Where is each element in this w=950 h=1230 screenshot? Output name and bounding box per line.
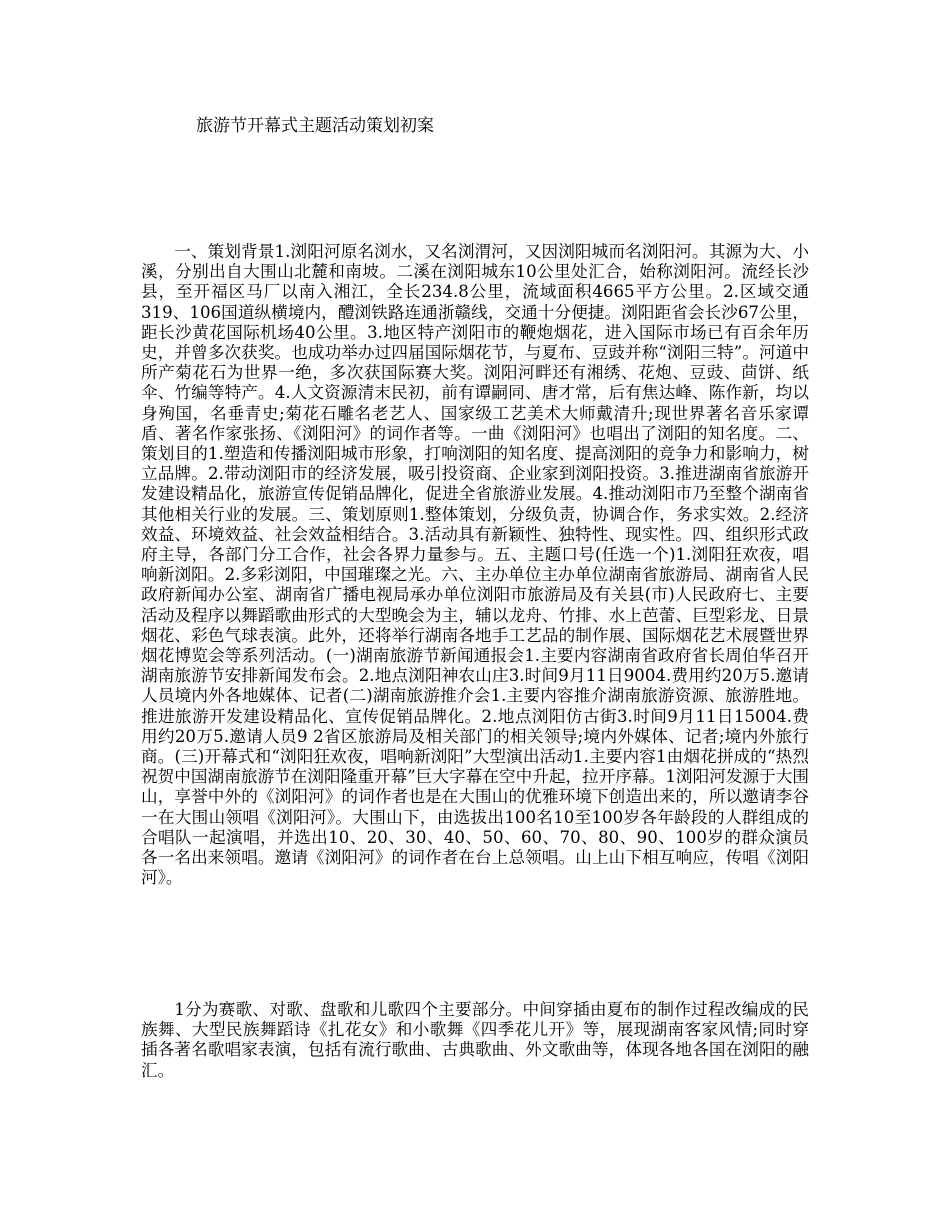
- body-paragraph-2: 1分为赛歌、对歌、盘歌和儿歌四个主要部分。中间穿插由夏布的制作过程改编成的民族舞、大型民族舞蹈诗《扎花女》和小歌舞《四季花儿开》等，展现湖南客家风情;同时穿插各著名歌唱家表演，包括有流行歌曲、古典歌曲、外文歌曲等，体现各地各国在浏阳的融汇。: [141, 1000, 809, 1080]
- document-title: 旅游节开幕式主题活动策划初案: [196, 116, 434, 136]
- body-paragraph-1: 一、策划背景1.浏阳河原名浏水，又名浏渭河，又因浏阳城而名浏阳河。其源为大、小溪，分别出自大围山北麓和南坡。二溪在浏阳城东10公里处汇合，始称浏阳河。流经长沙县，至开福区马厂以南入湘江，全长234.8公里，流域面积4665平方公里。2.区域交通319、106国道纵横境内，醴浏铁路连通浙赣线，交通十分便捷。浏阳距省会长沙67公里，距长沙黄花国际机场40公里。3.地区特产浏阳市的鞭炮烟花，进入国际市场已有百余年历史，并曾多次获奖。也成功举办过四届国际烟花节，与夏布、豆豉并称“浏阳三特”。河道中所产菊花石为世界一绝，多次获国际赛大奖。浏阳河畔还有湘绣、花炮、豆豉、茴饼、纸伞、竹编等特产。4.人文资源清末民初，前有谭嗣同、唐才常，后有焦达峰、陈作新，均以身殉国，名垂青史;菊花石雕名老艺人、国家级工艺美术大师戴清升;现世界著名音乐家谭盾、著名作家张扬、《浏阳河》的词作者等。一曲《浏阳河》也唱出了浏阳的知名度。二、策划目的1.塑造和传播浏阳城市形象，打响浏阳的知名度、提高浏阳的竞争力和影响力，树立品牌。2.带动浏阳市的经济发展，吸引投资商、企业家到浏阳投资。3.推进湖南省旅游开发建设精品化，旅游宣传促销品牌化，促进全省旅游业发展。4.推动浏阳市乃至整个湖南省其他相关行业的发展。三、策划原则1.整体策划，分级负责，协调合作，务求实效。2.经济效益、环境效益、社会效益相结合。3.活动具有新颖性、独特性、现实性。四、组织形式政府主导，各部门分工合作，社会各界力量参与。五、主题口号(任选一个)1.浏阳狂欢夜，唱响新浏阳。2.多彩浏阳，中国璀璨之光。六、主办单位主办单位湖南省旅游局、湖南省人民政府新闻办公室、湖南省广播电视局承办单位浏阳市旅游局及有关县(市)人民政府七、主要活动及程序以舞蹈歌曲形式的大型晚会为主，辅以龙舟、竹排、水上芭蕾、巨型彩龙、日景烟花、彩色气球表演。此外，还将举行湖南各地手工艺品的制作展、国际烟花艺术展暨世界烟花博览会等系列活动。(一)湖南旅游节新闻通报会1.主要内容湖南省政府省长周伯华召开湖南旅游节安排新闻发布会。2.地点浏阳神农山庄3.时间9月11日9004.费用约20万5.邀请人员境内外各地媒体、记者(二)湖南旅游推介会1.主要内容推介湖南旅游资源、旅游胜地。推进旅游开发建设精品化、宣传促销品牌化。2.地点浏阳仿古街3.时间9月11日15004.费用约20万5.邀请人员9 2省区旅游局及相关部门的相关领导;境内外媒体、记者;境内外旅行商。(三)开幕式和“浏阳狂欢夜，唱响新浏阳”大型演出活动1.主要内容1由烟花拼成的“热烈祝贺中国湖南旅游节在浏阳隆重开幕”巨大字幕在空中升起，拉开序幕。1浏阳河发源于大围山，享誉中外的《浏阳河》的词作者也是在大围山的优雅环境下创造出来的，所以邀请李谷一在大围山领唱《浏阳河》。大围山下，由选拔出100名10至100岁各年龄段的人群组成的合唱队一起演唱，并选出10、20、30、40、50、60、70、80、90、100岁的群众演员各一名出来领唱。邀请《浏阳河》的词作者在台上总领唱。山上山下相互响应，传唱《浏阳河》。: [141, 242, 809, 888]
